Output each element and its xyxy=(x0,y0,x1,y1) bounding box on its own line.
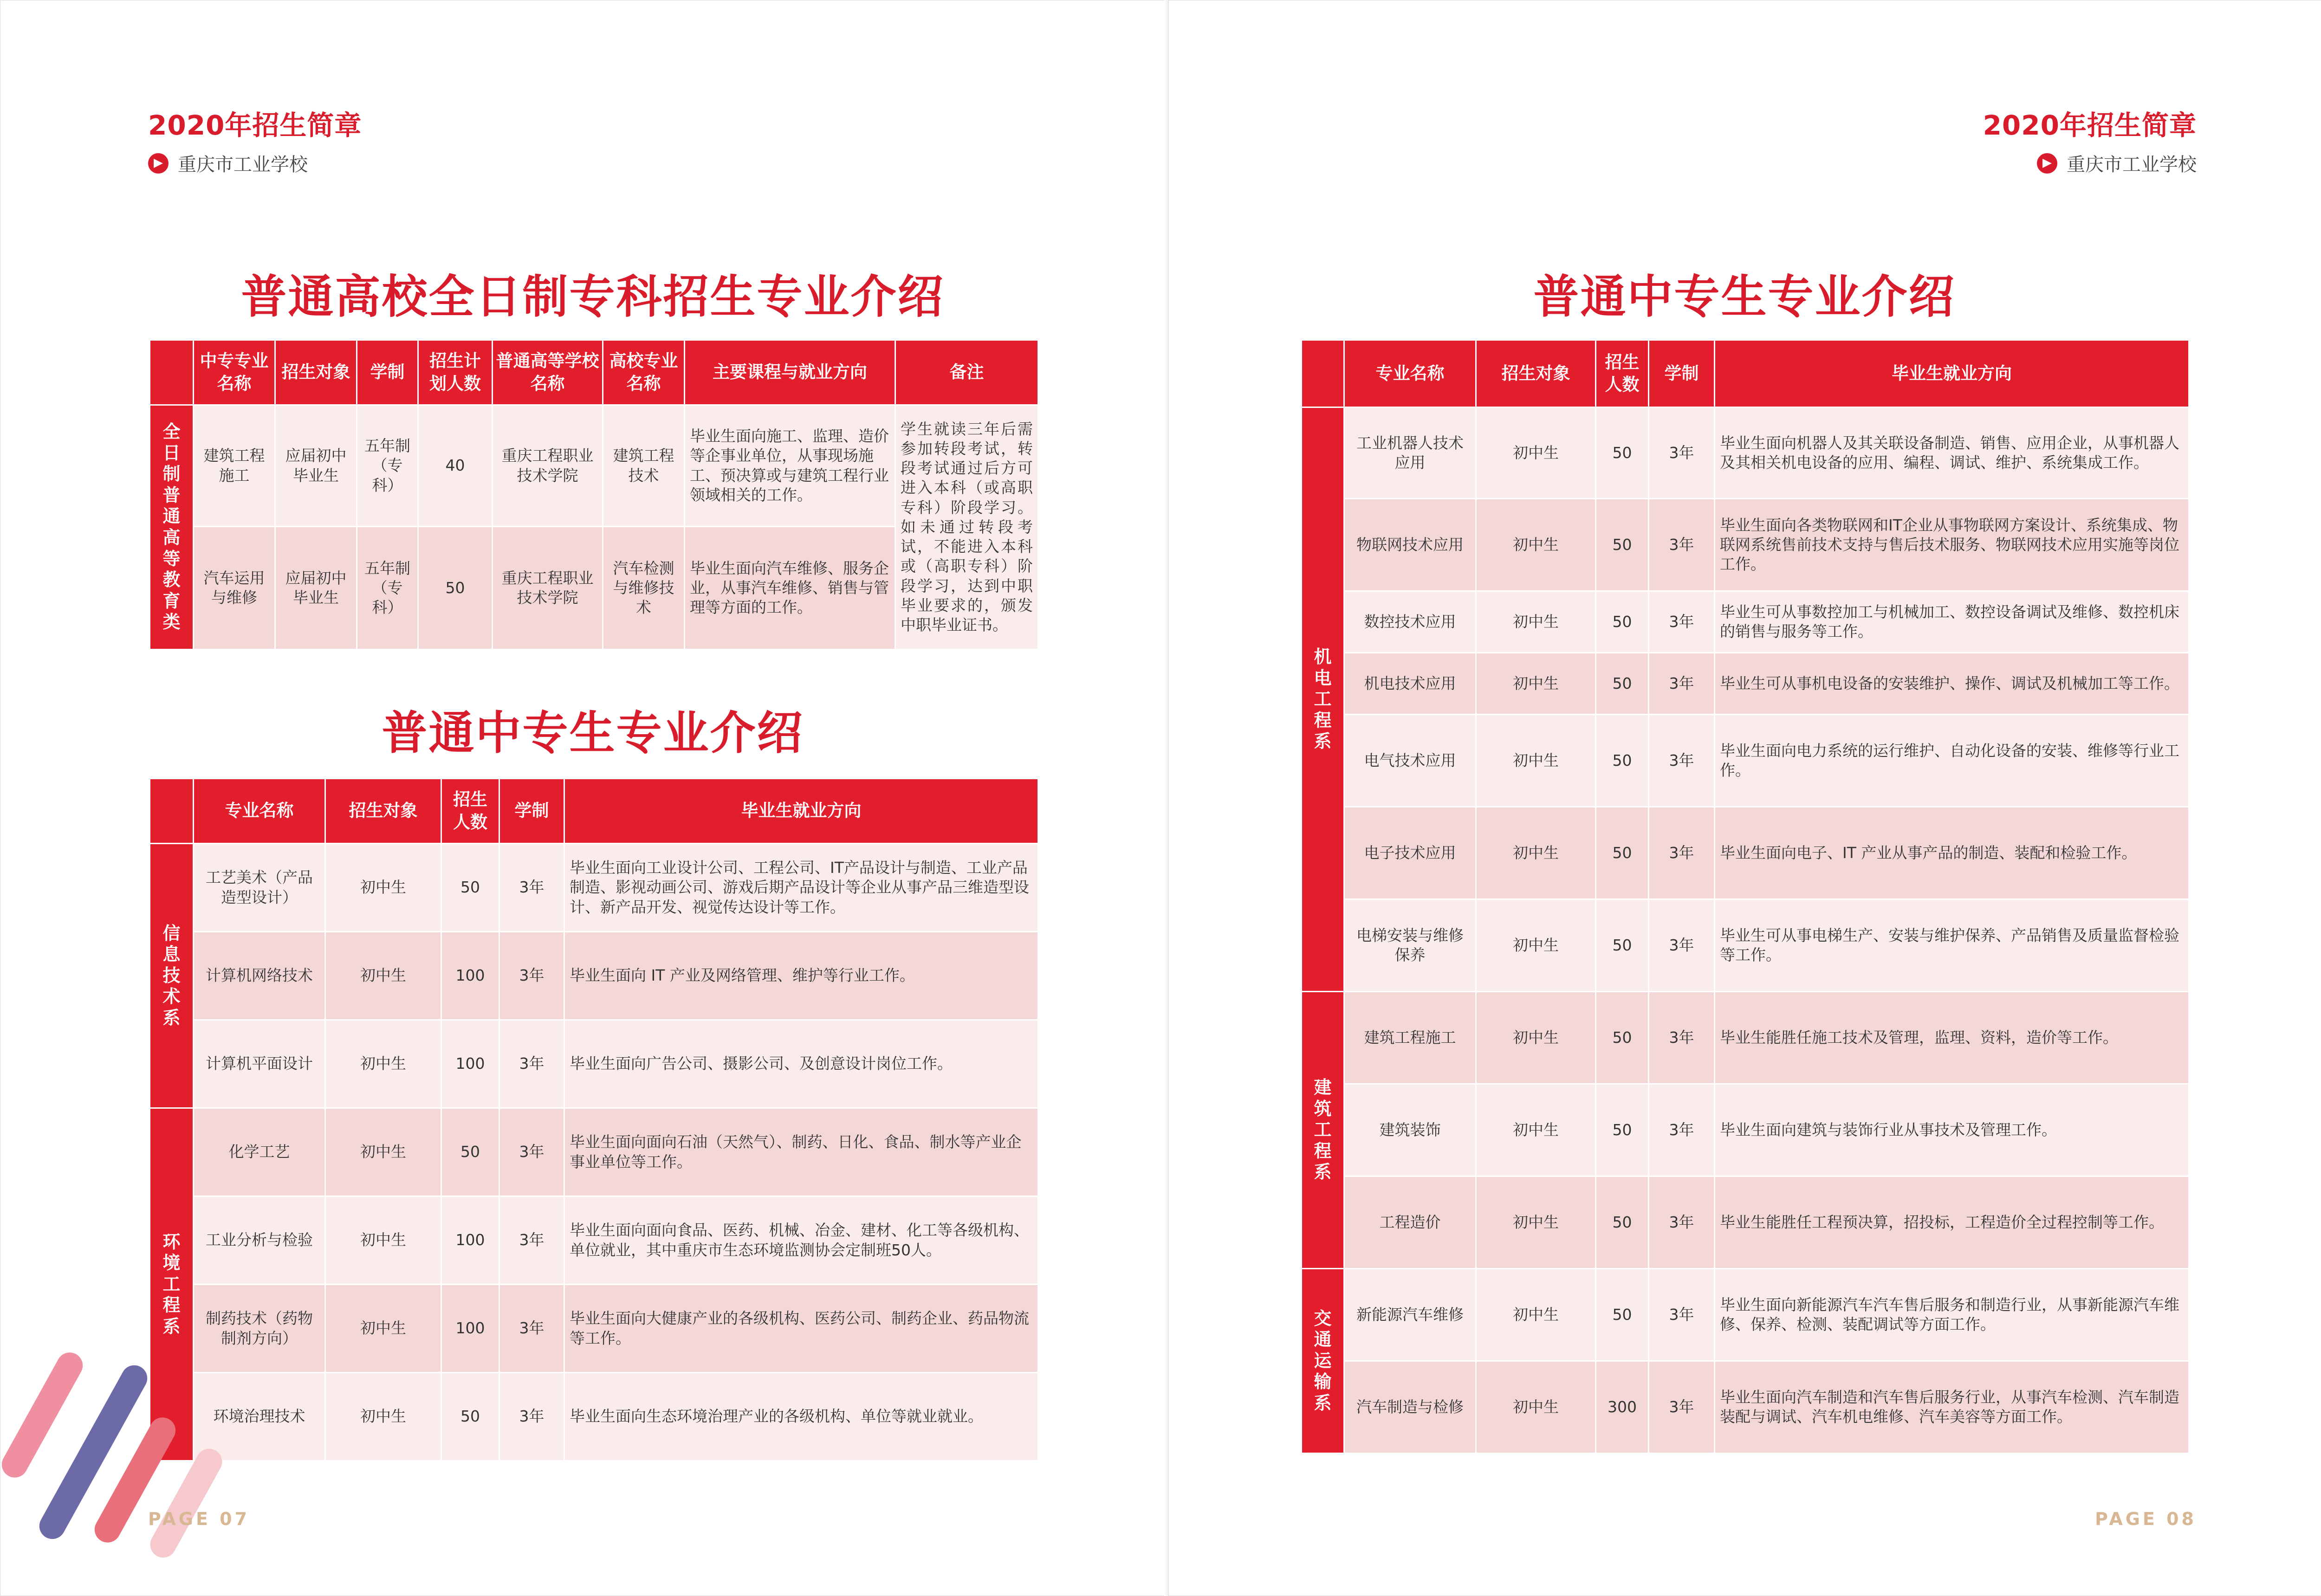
table-cell: 50 xyxy=(1596,591,1649,653)
table-row xyxy=(1302,1269,2189,1361)
department-label xyxy=(150,1108,194,1461)
table-cell: 3年 xyxy=(499,1196,564,1285)
table-cell: 3年 xyxy=(1649,807,1715,899)
table-row xyxy=(1302,1084,2189,1176)
department-label xyxy=(1302,992,1344,1269)
table-cell: 机电技术应用 xyxy=(1344,653,1476,715)
table-cell: 计算机网络技术 xyxy=(194,932,325,1020)
table-cell: 3年 xyxy=(499,932,564,1020)
table-row xyxy=(1302,407,2189,499)
table-cell: 初中生 xyxy=(325,1020,441,1108)
table-cell: 毕业生面向汽车制造和汽车售后服务行业，从事汽车检测、汽车制造装配与调试、汽车机电维修、汽车美容等方面工作。 xyxy=(1715,1361,2189,1454)
table-cell: 计算机平面设计 xyxy=(194,1020,325,1108)
table-cell: 初中生 xyxy=(1476,499,1596,591)
table-cell: 毕业生面向机器人及其关联设备制造、销售、应用企业，从事机器人及其相关机电设备的应用、编程、调试、维护、系统集成工作。 xyxy=(1715,407,2189,499)
table-cell: 初中生 xyxy=(325,932,441,1020)
table-cell: 电子技术应用 xyxy=(1344,807,1476,899)
table-row xyxy=(1302,899,2189,992)
table-cell: 300 xyxy=(1596,1361,1649,1454)
department-label xyxy=(150,844,194,1108)
table-cell: 毕业生面向电力系统的运行维护、自动化设备的安装、维修等行业工作。 xyxy=(1715,715,2189,807)
table-cell: 初中生 xyxy=(325,1196,441,1285)
arrow-icon xyxy=(148,153,169,174)
table-row xyxy=(150,1020,1038,1108)
table-cell: 初中生 xyxy=(1476,715,1596,807)
column-header: 招生对象 xyxy=(1476,340,1596,407)
column-header: 招生计划人数 xyxy=(418,340,493,405)
table-cell: 毕业生面向汽车维修、服务企业，从事汽车维修、销售与管理等方面的工作。 xyxy=(685,527,895,650)
table-cell: 50 xyxy=(1596,1176,1649,1269)
school-name: 重庆市工业学校 xyxy=(2067,154,2197,175)
table-cell: 初中生 xyxy=(1476,407,1596,499)
section-title-secondary-right: 普通中专生专业介绍 xyxy=(1533,271,1956,323)
table-cell: 100 xyxy=(441,1020,499,1108)
table-row xyxy=(150,844,1038,932)
table-cell: 毕业生面向生态环境治理产业的各级机构、单位等就业就业。 xyxy=(564,1373,1038,1461)
table-row xyxy=(150,1196,1038,1285)
table-cell: 50 xyxy=(1596,653,1649,715)
table-cell: 电梯安装与维修保养 xyxy=(1344,899,1476,992)
table-cell: 毕业生面向大健康产业的各级机构、医药公司、制药企业、药品物流等工作。 xyxy=(564,1285,1038,1373)
table-cell: 毕业生面向 IT 产业及网络管理、维护等行业工作。 xyxy=(564,932,1038,1020)
table-cell: 电气技术应用 xyxy=(1344,715,1476,807)
table-cell: 数控技术应用 xyxy=(1344,591,1476,653)
department-text: 交通运输系 xyxy=(1314,1308,1332,1413)
table-cell: 3年 xyxy=(499,1373,564,1461)
table-cell: 3年 xyxy=(499,1285,564,1373)
department-label xyxy=(1302,1269,1344,1454)
note-cell: 学生就读三年后需参加转段考试，转段考试通过后方可进入本科（或高职专科）阶段学习。如未通过转段考试，不能进入本科或（高职专科）阶段学习，达到中职毕业要求的，颁发中职毕业证书。 xyxy=(895,405,1038,650)
table-cell: 3年 xyxy=(1649,715,1715,807)
table-cell: 40 xyxy=(418,405,493,527)
table-cell: 重庆工程职业技术学院 xyxy=(493,405,603,527)
secondary-program-table-right xyxy=(1301,339,2190,1454)
column-header: 高校专业名称 xyxy=(603,340,685,405)
table-cell: 50 xyxy=(1596,899,1649,992)
table-cell: 3年 xyxy=(1649,499,1715,591)
column-header: 招生对象 xyxy=(275,340,357,405)
table-cell: 50 xyxy=(1596,992,1649,1084)
table-cell: 初中生 xyxy=(1476,653,1596,715)
brochure-title: 2020年招生简章 xyxy=(1983,110,2197,141)
table-row xyxy=(1302,992,2189,1084)
table-cell: 3年 xyxy=(1649,591,1715,653)
column-header: 毕业生就业方向 xyxy=(1715,340,2189,407)
table-cell: 100 xyxy=(441,932,499,1020)
table-cell: 50 xyxy=(441,844,499,932)
department-label xyxy=(150,405,194,650)
column-header: 专业名称 xyxy=(1344,340,1476,407)
section-title-college: 普通高校全日制专科招生专业介绍 xyxy=(241,271,945,323)
table-cell: 毕业生可从事机电设备的安装维护、操作、调试及机械加工等工作。 xyxy=(1715,653,2189,715)
table-cell: 初中生 xyxy=(325,844,441,932)
page-number: PAGE 08 xyxy=(2094,1509,2197,1529)
header-left xyxy=(148,103,362,176)
table-cell: 环境治理技术 xyxy=(194,1373,325,1461)
table-cell: 工程造价 xyxy=(1344,1176,1476,1269)
column-header: 学制 xyxy=(357,340,418,405)
department-text: 全日制普通高等教育类 xyxy=(162,421,181,633)
table-cell: 3年 xyxy=(1649,653,1715,715)
table-cell: 初中生 xyxy=(1476,591,1596,653)
table-cell: 50 xyxy=(418,527,493,650)
brochure-title: 2020年招生简章 xyxy=(148,110,362,141)
column-header: 招生对象 xyxy=(325,779,441,844)
table-row xyxy=(1302,715,2189,807)
table-row xyxy=(150,1285,1038,1373)
table-cell: 3年 xyxy=(1649,1176,1715,1269)
table-cell: 毕业生面向电子、IT 产业从事产品的制造、装配和检验工作。 xyxy=(1715,807,2189,899)
table-row xyxy=(1302,653,2189,715)
table-cell: 工业机器人技术应用 xyxy=(1344,407,1476,499)
secondary-program-table-left xyxy=(149,778,1039,1461)
table-cell: 50 xyxy=(1596,1084,1649,1176)
table-cell: 建筑工程施工 xyxy=(194,405,275,527)
table-cell: 3年 xyxy=(1649,992,1715,1084)
table-cell: 建筑工程施工 xyxy=(1344,992,1476,1084)
table-cell: 毕业生面向建筑与装饰行业从事技术及管理工作。 xyxy=(1715,1084,2189,1176)
table-cell: 50 xyxy=(441,1108,499,1196)
table-cell: 初中生 xyxy=(1476,807,1596,899)
table-cell: 3年 xyxy=(499,844,564,932)
column-header: 学制 xyxy=(1649,340,1715,407)
table-cell: 毕业生面向工业设计公司、工程公司、IT产品设计与制造、工业产品制造、影视动画公司、游戏后期产品设计等企业从事产品三维造型设计、新产品开发、视觉传达设计等工作。 xyxy=(564,844,1038,932)
section-title-secondary: 普通中专生专业介绍 xyxy=(382,707,804,760)
table-row xyxy=(150,1108,1038,1196)
table-row xyxy=(150,405,1038,527)
column-header: 招生人数 xyxy=(441,779,499,844)
table-cell: 100 xyxy=(441,1196,499,1285)
table-cell: 50 xyxy=(441,1373,499,1461)
table-cell: 初中生 xyxy=(1476,899,1596,992)
table-cell: 3年 xyxy=(1649,407,1715,499)
table-cell: 建筑工程技术 xyxy=(603,405,685,527)
table-cell: 毕业生可从事电梯生产、安装与维护保养、产品销售及质量监督检验等工作。 xyxy=(1715,899,2189,992)
column-header: 学制 xyxy=(499,779,564,844)
table-cell: 毕业生可从事数控加工与机械加工、数控设备调试及维修、数控机床的销售与服务等工作。 xyxy=(1715,591,2189,653)
arrow-icon xyxy=(2037,153,2057,174)
table-row xyxy=(150,1373,1038,1461)
table-cell: 初中生 xyxy=(325,1285,441,1373)
table-cell: 3年 xyxy=(499,1020,564,1108)
table-cell: 汽车制造与检修 xyxy=(1344,1361,1476,1454)
column-header: 普通高等学校名称 xyxy=(493,340,603,405)
table-cell: 重庆工程职业技术学院 xyxy=(493,527,603,650)
table-cell: 毕业生面向面向石油（天然气）、制药、日化、食品、制水等产业企事业单位等工作。 xyxy=(564,1108,1038,1196)
department-text: 信息技术系 xyxy=(162,923,181,1028)
table-cell: 3年 xyxy=(1649,899,1715,992)
table-cell: 3年 xyxy=(499,1108,564,1196)
page-number: PAGE 07 xyxy=(148,1509,250,1529)
table-cell: 毕业生面向各类物联网和IT企业从事物联网方案设计、系统集成、物联网系统售前技术支持与售后技术服务、物联网技术应用实施等岗位工作。 xyxy=(1715,499,2189,591)
table-cell: 毕业生能胜任施工技术及管理，监理、资料，造价等工作。 xyxy=(1715,992,2189,1084)
table-cell: 毕业生能胜任工程预决算，招投标，工程造价全过程控制等工作。 xyxy=(1715,1176,2189,1269)
table-cell: 初中生 xyxy=(1476,1361,1596,1454)
table-cell: 应届初中毕业生 xyxy=(275,405,357,527)
table-row xyxy=(1302,1176,2189,1269)
school-name: 重庆市工业学校 xyxy=(178,154,308,175)
column-header: 专业名称 xyxy=(194,779,325,844)
table-cell: 制药技术（药物制剂方向） xyxy=(194,1285,325,1373)
table-cell: 工艺美术（产品造型设计） xyxy=(194,844,325,932)
table-cell: 初中生 xyxy=(1476,992,1596,1084)
table-cell: 100 xyxy=(441,1285,499,1373)
table-cell: 毕业生面向面向食品、医药、机械、冶金、建材、化工等各级机构、单位就业，其中重庆市生态环境监测协会定制班50人。 xyxy=(564,1196,1038,1285)
department-text: 建筑工程系 xyxy=(1314,1077,1332,1182)
table-cell: 初中生 xyxy=(1476,1269,1596,1361)
table-cell: 物联网技术应用 xyxy=(1344,499,1476,591)
column-header xyxy=(150,340,194,405)
table-cell: 50 xyxy=(1596,407,1649,499)
table-cell: 毕业生面向施工、监理、造价等企事业单位，从事现场施工、预决算或与建筑工程行业领域相关的工作。 xyxy=(685,405,895,527)
column-header: 中专专业名称 xyxy=(194,340,275,405)
table-cell: 毕业生面向新能源汽车汽车售后服务和制造行业，从事新能源汽车维修、保养、检测、装配调试等方面工作。 xyxy=(1715,1269,2189,1361)
department-label xyxy=(1302,407,1344,992)
table-cell: 初中生 xyxy=(325,1373,441,1461)
table-row xyxy=(150,932,1038,1020)
table-row xyxy=(1302,1361,2189,1454)
column-header: 毕业生就业方向 xyxy=(564,779,1038,844)
table-cell: 新能源汽车维修 xyxy=(1344,1269,1476,1361)
table-row xyxy=(1302,591,2189,653)
column-header: 招生人数 xyxy=(1596,340,1649,407)
table-cell: 初中生 xyxy=(325,1108,441,1196)
table-cell: 化学工艺 xyxy=(194,1108,325,1196)
department-text: 机电工程系 xyxy=(1314,646,1332,752)
table-cell: 50 xyxy=(1596,715,1649,807)
column-header xyxy=(150,779,194,844)
college-program-table xyxy=(149,339,1039,650)
right-page xyxy=(1168,0,2321,1596)
table-cell: 建筑装饰 xyxy=(1344,1084,1476,1176)
column-header: 主要课程与就业方向 xyxy=(685,340,895,405)
table-row xyxy=(1302,807,2189,899)
table-cell: 3年 xyxy=(1649,1361,1715,1454)
table-cell: 3年 xyxy=(1649,1084,1715,1176)
table-cell: 50 xyxy=(1596,807,1649,899)
table-cell: 应届初中毕业生 xyxy=(275,527,357,650)
table-cell: 3年 xyxy=(1649,1269,1715,1361)
column-header: 备注 xyxy=(895,340,1038,405)
table-cell: 五年制（专科） xyxy=(357,527,418,650)
column-header xyxy=(1302,340,1344,407)
table-cell: 汽车运用与维修 xyxy=(194,527,275,650)
table-cell: 汽车检测与维修技术 xyxy=(603,527,685,650)
table-cell: 五年制（专科） xyxy=(357,405,418,527)
table-cell: 初中生 xyxy=(1476,1176,1596,1269)
table-cell: 工业分析与检验 xyxy=(194,1196,325,1285)
header-right xyxy=(1983,103,2197,176)
table-cell: 初中生 xyxy=(1476,1084,1596,1176)
table-cell: 毕业生面向广告公司、摄影公司、及创意设计岗位工作。 xyxy=(564,1020,1038,1108)
department-text: 环境工程系 xyxy=(162,1231,181,1337)
table-cell: 50 xyxy=(1596,1269,1649,1361)
table-cell: 50 xyxy=(1596,499,1649,591)
table-row xyxy=(1302,499,2189,591)
